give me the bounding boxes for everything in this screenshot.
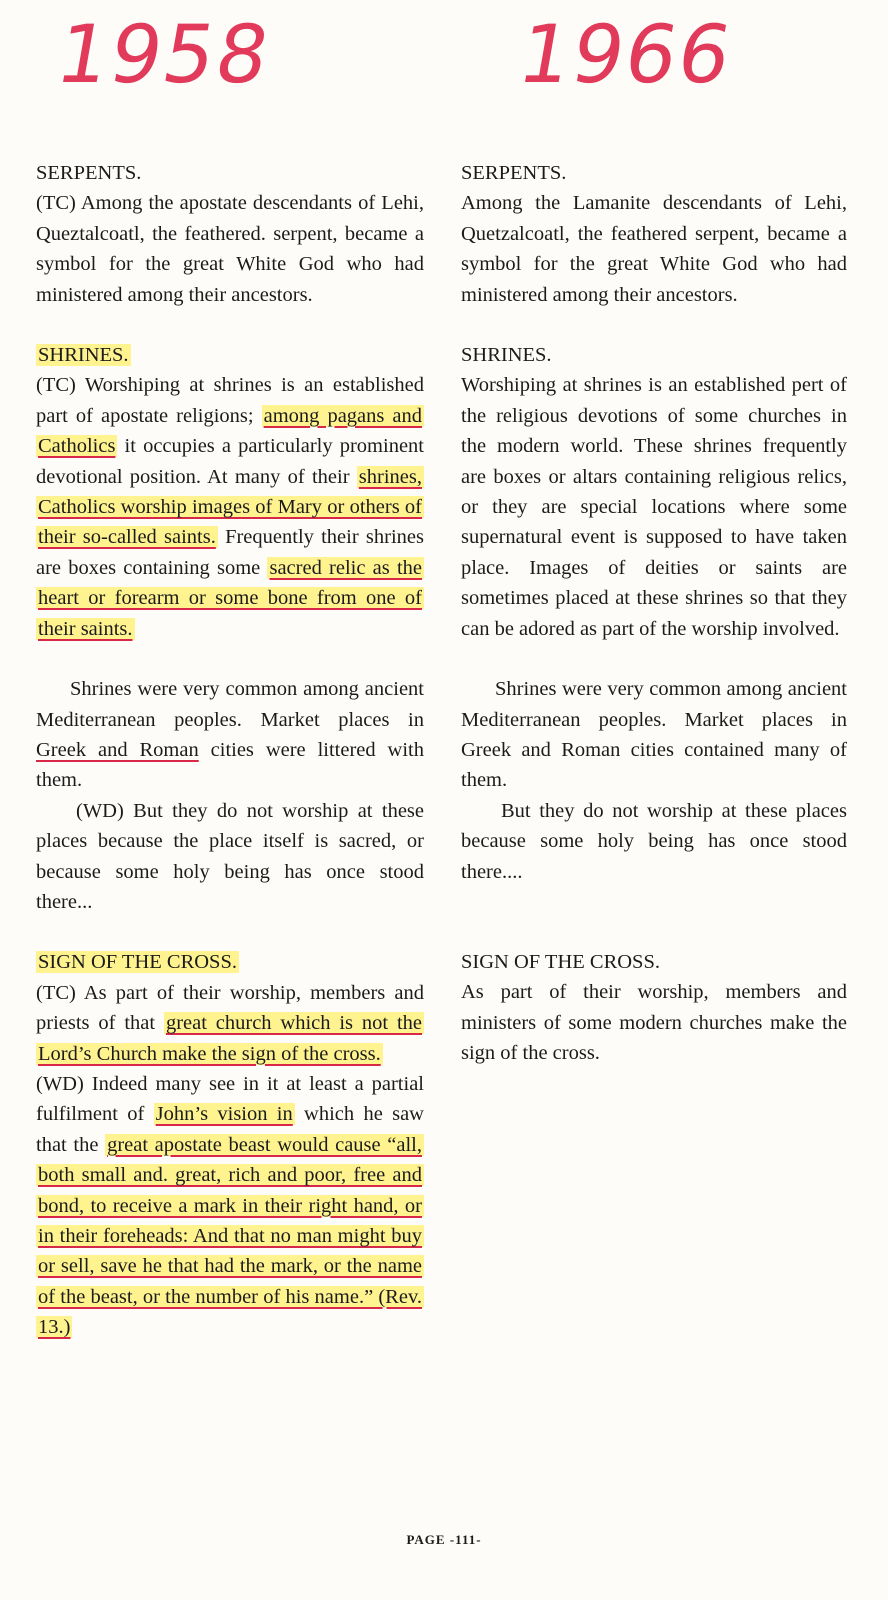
entry-cross-1966: [461, 947, 847, 1069]
paragraph: (TC) Worshiping at shrines is an established part of apostate religions; among pagans and Catholics it occupies a particularly prominent devotional position. At many of their shrines, Catholics worship images of Mary or others of their so-called saints. Frequently their shrines are boxes containing some sacred relic as the heart or forearm or some bone from one of their saints.: [36, 374, 424, 640]
paragraph: Worshiping at shrines is an established pert of the religious devotions of some churches in the modern world. These shrines frequently are boxes or altars containing religious relics, or they are special locations where some supernatural event is supposed to have taken place. Images of deities or saints are sometimes placed at these shrines so that they can be adored as part of the worship involved.: [461, 374, 847, 640]
year-1958-handwritten: 1958: [49, 8, 278, 101]
highlight-underline: shrines, Catholics worship images of Mary or others of their so-called saints.: [38, 465, 422, 549]
year-1966-handwritten: 1966: [511, 8, 740, 101]
entry-serpents-1966: [461, 158, 847, 310]
page-number: PAGE -111-: [406, 1532, 482, 1547]
heading-serpents: SERPENTS.: [461, 162, 567, 184]
paragraph: (TC) Among the apostate descendants of Lehi, Queztalcoatl, the feathered. serpent, became a symbol for the great White God who had ministered among their ancestors.: [36, 192, 424, 306]
highlight-underline: John’s vision in: [155, 1103, 293, 1126]
entry-shrines-1958: [36, 340, 424, 917]
paragraph: (WD) But they do not worship at these places because the place itself is sacred, or because some holy being has once stood there...: [36, 799, 424, 913]
paragraph: Shrines were very common among ancient Mediterranean peoples. Market places in Greek and Roman cities were littered with them.: [36, 678, 424, 792]
highlight-underline: great apostate beast would cause “all, both small and. great, rich and poor, free and bond, to receive a mark in their right hand, or in their foreheads: And that no man might buy or sell, save he that had the mark, or the name of the beast, or the number of his name.” (Rev. 13.): [38, 1133, 422, 1339]
paragraph: Among the Lamanite descendants of Lehi, Quetzalcoatl, the feathered serpent, became a symbol for the great White God who had ministered among their ancestors.: [461, 192, 847, 306]
highlight-underline: among pagans and Catholics: [38, 404, 422, 458]
heading-serpents: SERPENTS.: [36, 162, 142, 184]
paragraph: As part of their worship, members and ministers of some modern churches make the sign of the cross.: [461, 981, 847, 1065]
entry-cross-1958: [36, 947, 424, 1342]
heading-sign-of-the-cross: SIGN OF THE CROSS.: [461, 950, 660, 973]
paragraph: (TC) As part of their worship, members and priests of that great church which is not the Lord’s Church make the sign of the cross.: [36, 981, 424, 1065]
highlight-underline: great church which is not the Lord’s Church make the sign of the cross.: [38, 1012, 423, 1065]
heading-shrines: SHRINES.: [38, 344, 129, 367]
entry-serpents-1958: [36, 158, 424, 310]
heading-shrines: SHRINES.: [461, 344, 552, 367]
heading-sign-of-the-cross: SIGN OF THE CROSS.: [38, 951, 237, 974]
column-1966: [461, 158, 847, 1069]
column-1958: [36, 158, 424, 1343]
underline: Greek and Roman: [36, 738, 199, 761]
paragraph: Shrines were very common among ancient Mediterranean peoples. Market places in Greek and Roman cities contained many of them.: [461, 678, 847, 792]
paragraph: But they do not worship at these places because some holy being has once stood there....: [461, 799, 847, 883]
paragraph: (WD) Indeed many see in it at least a partial fulfilment of John’s vision in which he saw that the great apostate beast would cause “all, both small and. great, rich and poor, free and bond, to receive a mark in their right hand, or in their foreheads: And that no man might buy or sell, save he that had the mark, or the name of the beast, or the number of his name.” (Rev. 13.): [36, 1072, 424, 1339]
highlight-underline: sacred relic as the heart or forearm or some bone from one of their saints.: [38, 556, 422, 640]
entry-shrines-1966: [461, 340, 847, 887]
